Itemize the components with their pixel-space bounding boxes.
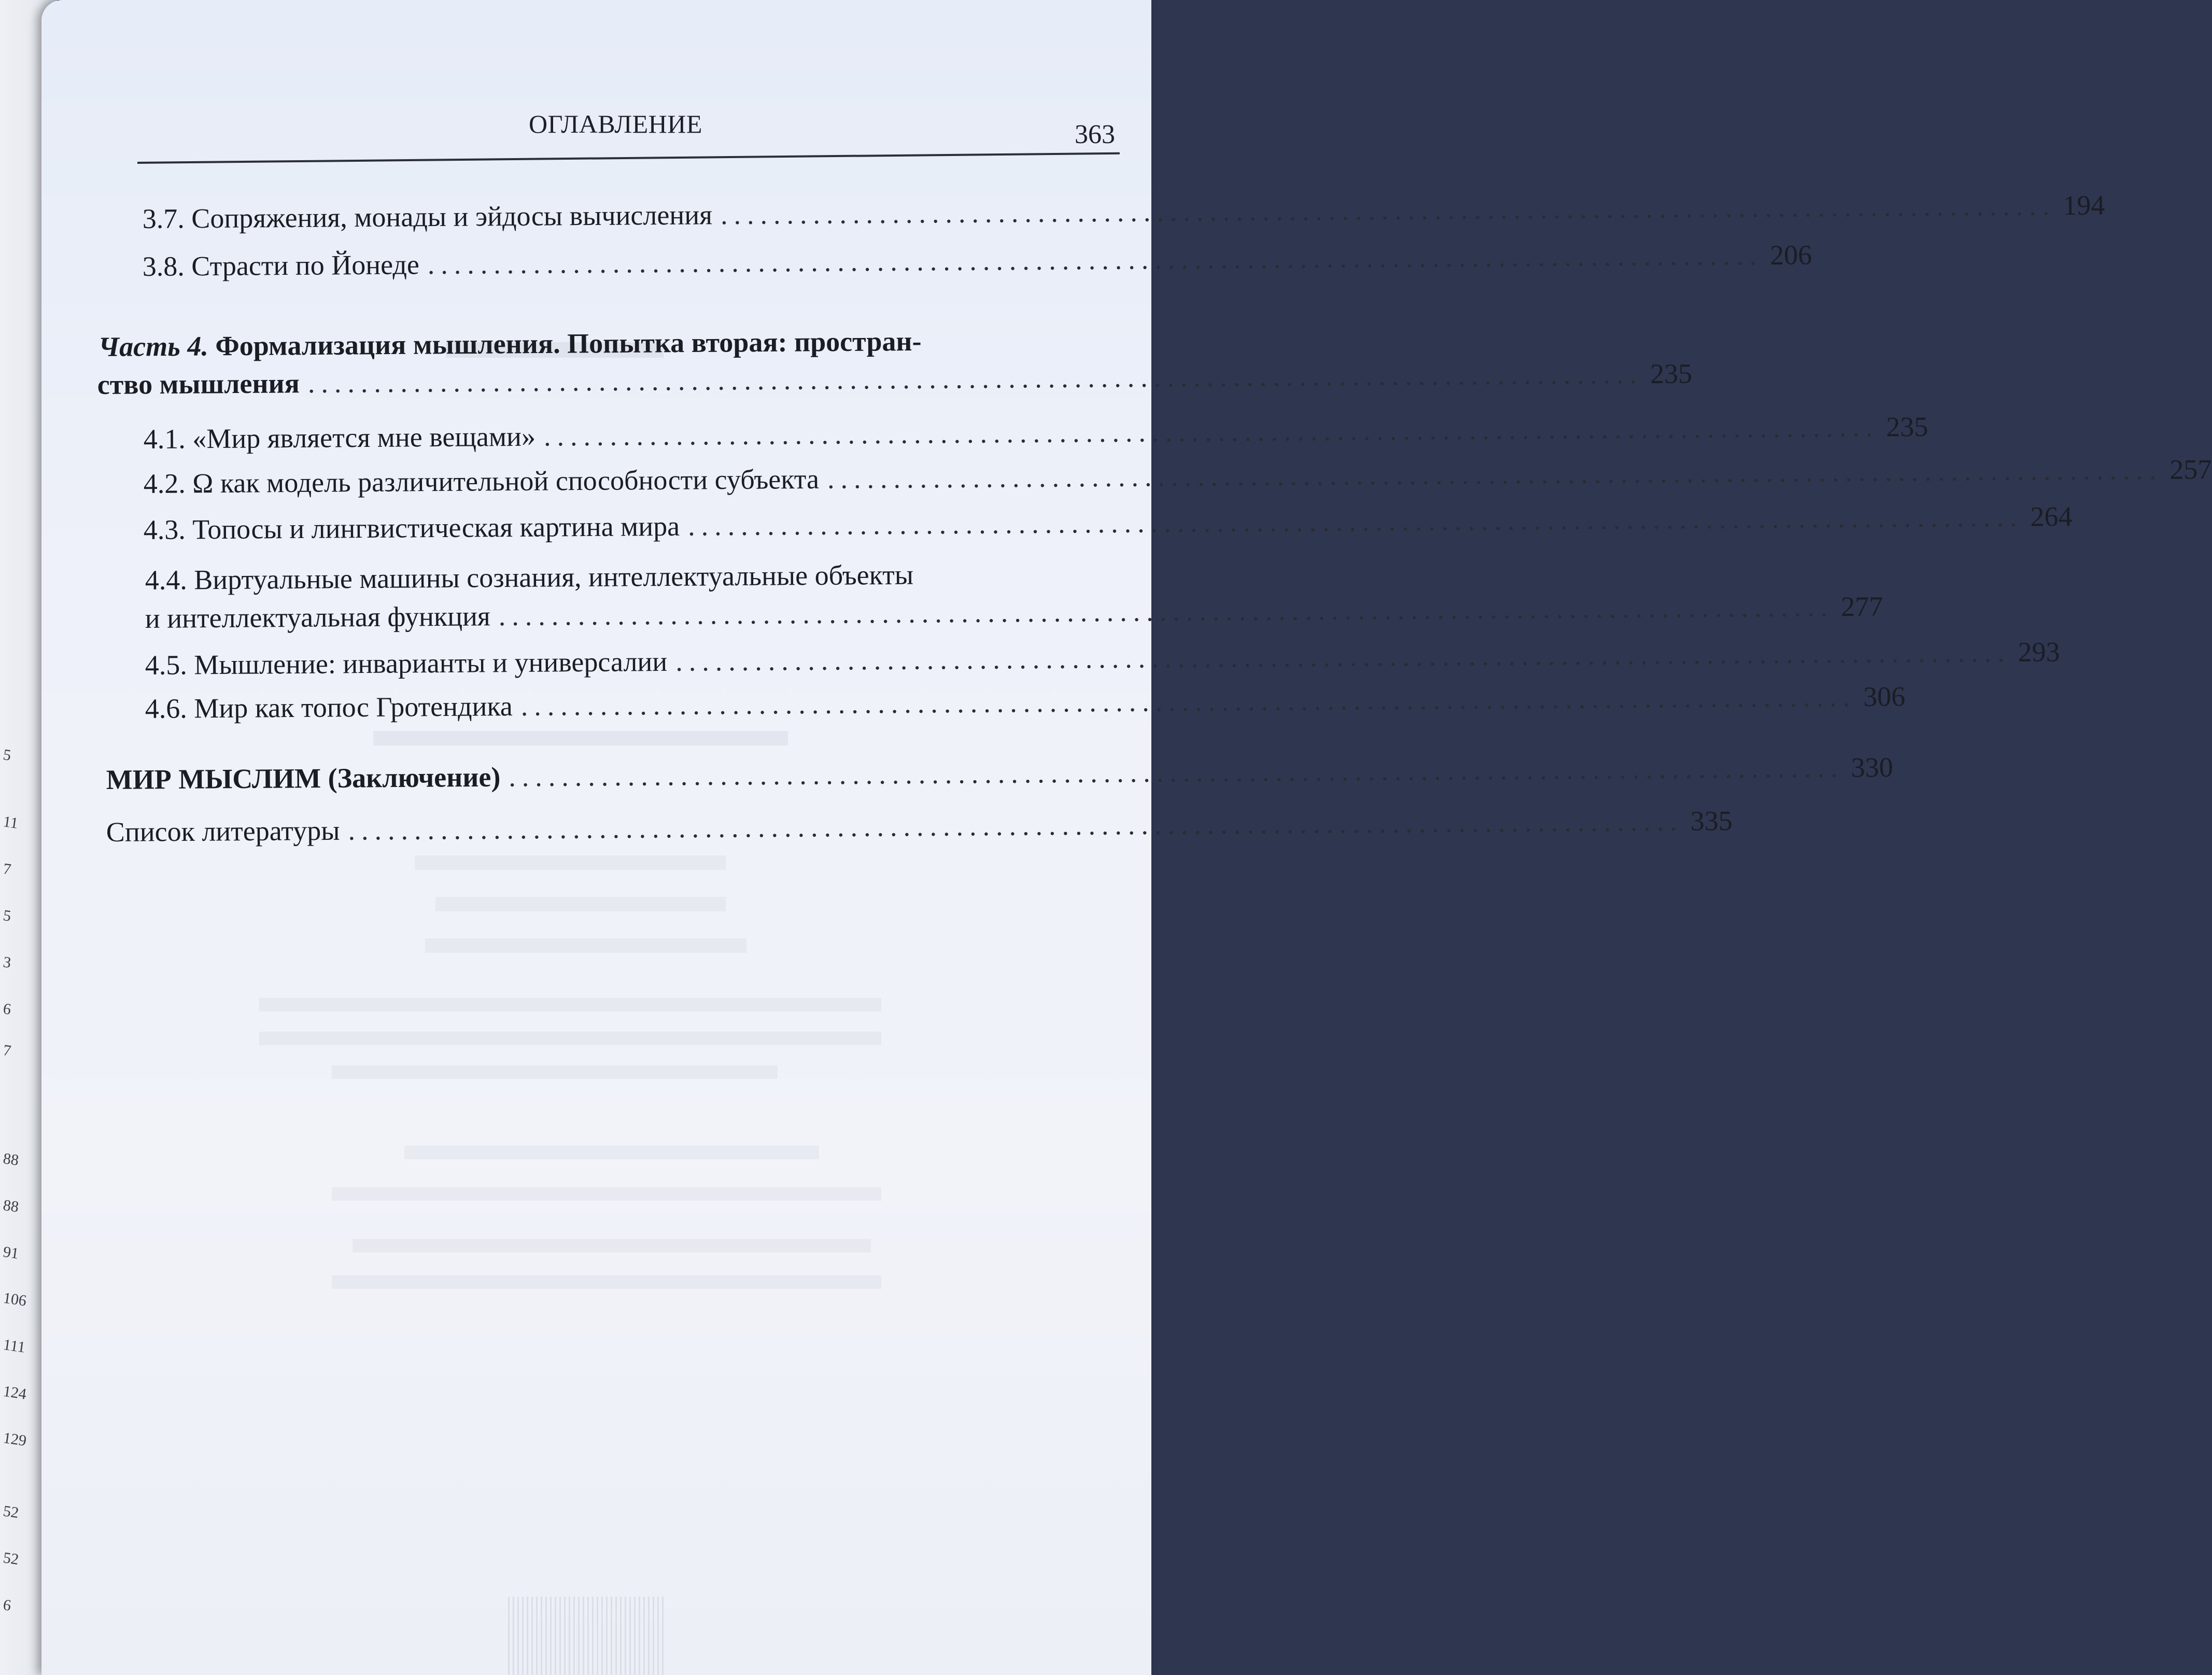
toc-entry-page: 277: [1840, 590, 1883, 623]
margin-number: 91: [2, 1243, 20, 1262]
margin-number: 7: [2, 860, 12, 878]
leader-dots: .....................................................................................................: [720, 190, 2056, 231]
part4-title-line2: ство мышления: [97, 368, 300, 400]
book-page: [41, 0, 2212, 1675]
page-number: 363: [1075, 120, 1115, 149]
toc-entry-label: МИР МЫСЛИМ (Заключение): [106, 761, 501, 795]
leader-dots: .....................................................................................................: [675, 636, 2011, 677]
leader-dots: .....................................................................................................: [427, 240, 1763, 280]
toc-entry-page: 257: [2169, 454, 2212, 485]
toc-entry-4-4: [145, 590, 1883, 634]
toc-entry-4-2: [143, 454, 2212, 499]
margin-number: 111: [2, 1336, 26, 1356]
running-head-title: ОГЛАВЛЕНИЕ: [529, 109, 702, 138]
part4-heading: [98, 325, 922, 363]
toc-entry-3-7: [142, 189, 2105, 234]
toc-entry-label: 4.5. Мышление: инварианты и универсалии: [145, 645, 668, 681]
toc-entry-label: 4.3. Топосы и лингвистическая картина мира: [143, 510, 680, 545]
leader-dots: .....................................................................................................: [520, 681, 1856, 722]
toc-entry-4-1: [143, 411, 1928, 455]
leader-dots: .....................................................................................................: [543, 411, 1879, 452]
toc-entry-part4: [97, 358, 1693, 400]
toc-entry-label: 4.1. «Мир является мне вещами»: [143, 420, 536, 455]
toc-entry-page: 330: [1851, 751, 1893, 783]
toc-entry-label: 3.8. Страсти по Йонеде: [142, 249, 420, 282]
table-of-contents: [41, 0, 2212, 1675]
toc-entry-page: 335: [1690, 805, 1733, 837]
toc-entry-label: 4.2. Ω как модель различительной способности субъекта: [143, 463, 820, 499]
leader-dots: .....................................................................................................: [307, 358, 1643, 399]
leader-dots: .....................................................................................................: [687, 501, 2023, 542]
toc-entry-page: 235: [1650, 358, 1693, 390]
leader-dots: .....................................................................................................: [827, 454, 2163, 495]
part4-title-line1: Формализация мышления. Попытка вторая: простран-: [215, 325, 922, 362]
toc-entry-page: 235: [1886, 411, 1928, 443]
margin-number: 7: [2, 1041, 12, 1060]
margin-number: 88: [2, 1197, 20, 1216]
toc-entry-conclusion: [106, 751, 1893, 795]
toc-entry-4-5: [145, 636, 2060, 681]
margin-number: 6: [2, 1000, 12, 1018]
margin-number: 106: [2, 1289, 28, 1310]
toc-entry-label: 3.7. Сопряжения, монады и эйдосы вычисления: [142, 199, 713, 234]
toc-entry-label: и интеллектуальная функция: [145, 600, 490, 634]
toc-entry-page: 206: [1770, 239, 1812, 271]
margin-number: 88: [2, 1150, 20, 1169]
toc-entry-bibliography: [106, 805, 1733, 848]
toc-entry-4-4-line1: 4.4. Виртуальные машины сознания, интеллектуальные объекты: [145, 559, 914, 596]
toc-entry-page: 264: [2030, 501, 2073, 532]
toc-entry-label: 4.6. Мир как топос Гротендика: [145, 691, 513, 724]
toc-entry-4-6: [145, 681, 1906, 724]
toc-entry-page: 194: [2063, 189, 2105, 221]
margin-number: 124: [2, 1383, 28, 1403]
toc-entry-page: 306: [1863, 681, 1906, 712]
margin-number: 5: [2, 746, 12, 764]
part4-prefix: Часть 4.: [98, 330, 209, 362]
margin-number: 5: [2, 907, 12, 925]
leader-dots: .....................................................................................................: [348, 805, 1684, 846]
leader-dots: .....................................................................................................: [509, 752, 1844, 793]
margin-number: 6: [2, 1596, 12, 1614]
toc-entry-3-8: [142, 239, 1812, 282]
margin-number: 129: [2, 1429, 28, 1449]
margin-number: 52: [2, 1502, 20, 1522]
toc-entry-label: Список литературы: [106, 814, 340, 848]
leader-dots: .....................................................................................................: [498, 591, 1834, 632]
margin-number: 3: [2, 953, 12, 972]
toc-entry-page: 293: [2018, 636, 2060, 668]
margin-number: 11: [2, 813, 20, 832]
toc-entry-4-3: [143, 501, 2073, 545]
margin-number: 52: [2, 1549, 20, 1568]
